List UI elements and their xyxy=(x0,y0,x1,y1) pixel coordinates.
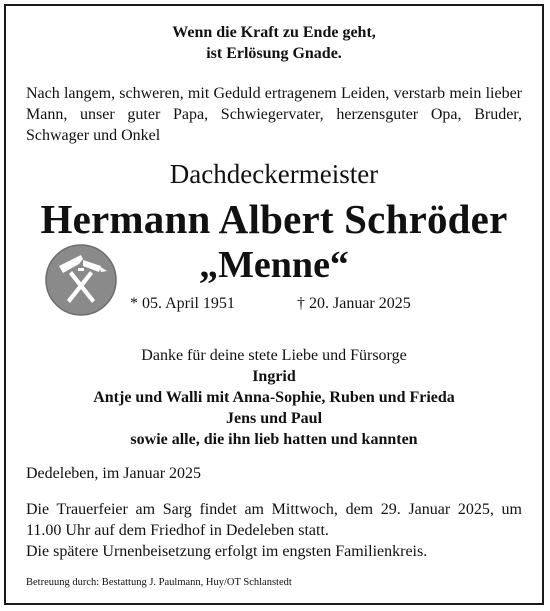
bereaved-line: Antje und Walli mit Anna-Sophie, Ruben und Frieda xyxy=(93,389,455,406)
place-and-date: Dedeleben, im Januar 2025 xyxy=(26,465,202,482)
thanks-line: Danke für deine stete Liebe und Fürsorge xyxy=(141,347,407,364)
obituary-notice xyxy=(4,4,544,605)
deceased-profession: Dachdeckermeister xyxy=(169,159,379,189)
birth-date: * 05. April 1951 xyxy=(130,295,235,312)
motto-line-2: ist Erlösung Gnade. xyxy=(206,45,342,62)
bereaved-line: Ingrid xyxy=(252,368,296,385)
bereaved-line: Jens und Paul xyxy=(225,410,323,427)
obituary-content xyxy=(6,6,542,603)
life-dates xyxy=(130,293,411,314)
funeral-home-credit: Betreuung durch: Bestattung J. Paulmann, Huy/OT Schlanstedt xyxy=(26,577,292,588)
bereaved-line: sowie alle, die ihn lieb hatten und kannten xyxy=(130,431,418,448)
ceremony-line-3: Die spätere Urnenbeisetzung erfolgt im engsten Familienkreis. xyxy=(26,543,428,560)
motto-line-1: Wenn die Kraft zu Ende geht, xyxy=(172,24,376,41)
deceased-nickname: „Menne“ xyxy=(199,244,349,286)
ceremony-line-1: Die Trauerfeier am Sarg findet am Mittwoch, dem 29. Januar 2025, um xyxy=(26,501,522,518)
intro-text: Nach langem, schweren, mit Geduld ertragenem Leiden, verstarb mein lieber Mann, unser guter Papa, Schwiegervater, herzensguter Opa, Bruder, Schwager und Onkel xyxy=(26,85,522,144)
bereaved-list xyxy=(6,366,542,450)
motto xyxy=(6,22,542,64)
death-date: † 20. Januar 2025 xyxy=(297,295,411,312)
deceased-name: Hermann Albert Schröder xyxy=(40,196,508,242)
ceremony-info xyxy=(26,499,522,562)
ceremony-line-2: 11.00 Uhr auf dem Friedhof in Dedeleben statt. xyxy=(26,522,329,539)
